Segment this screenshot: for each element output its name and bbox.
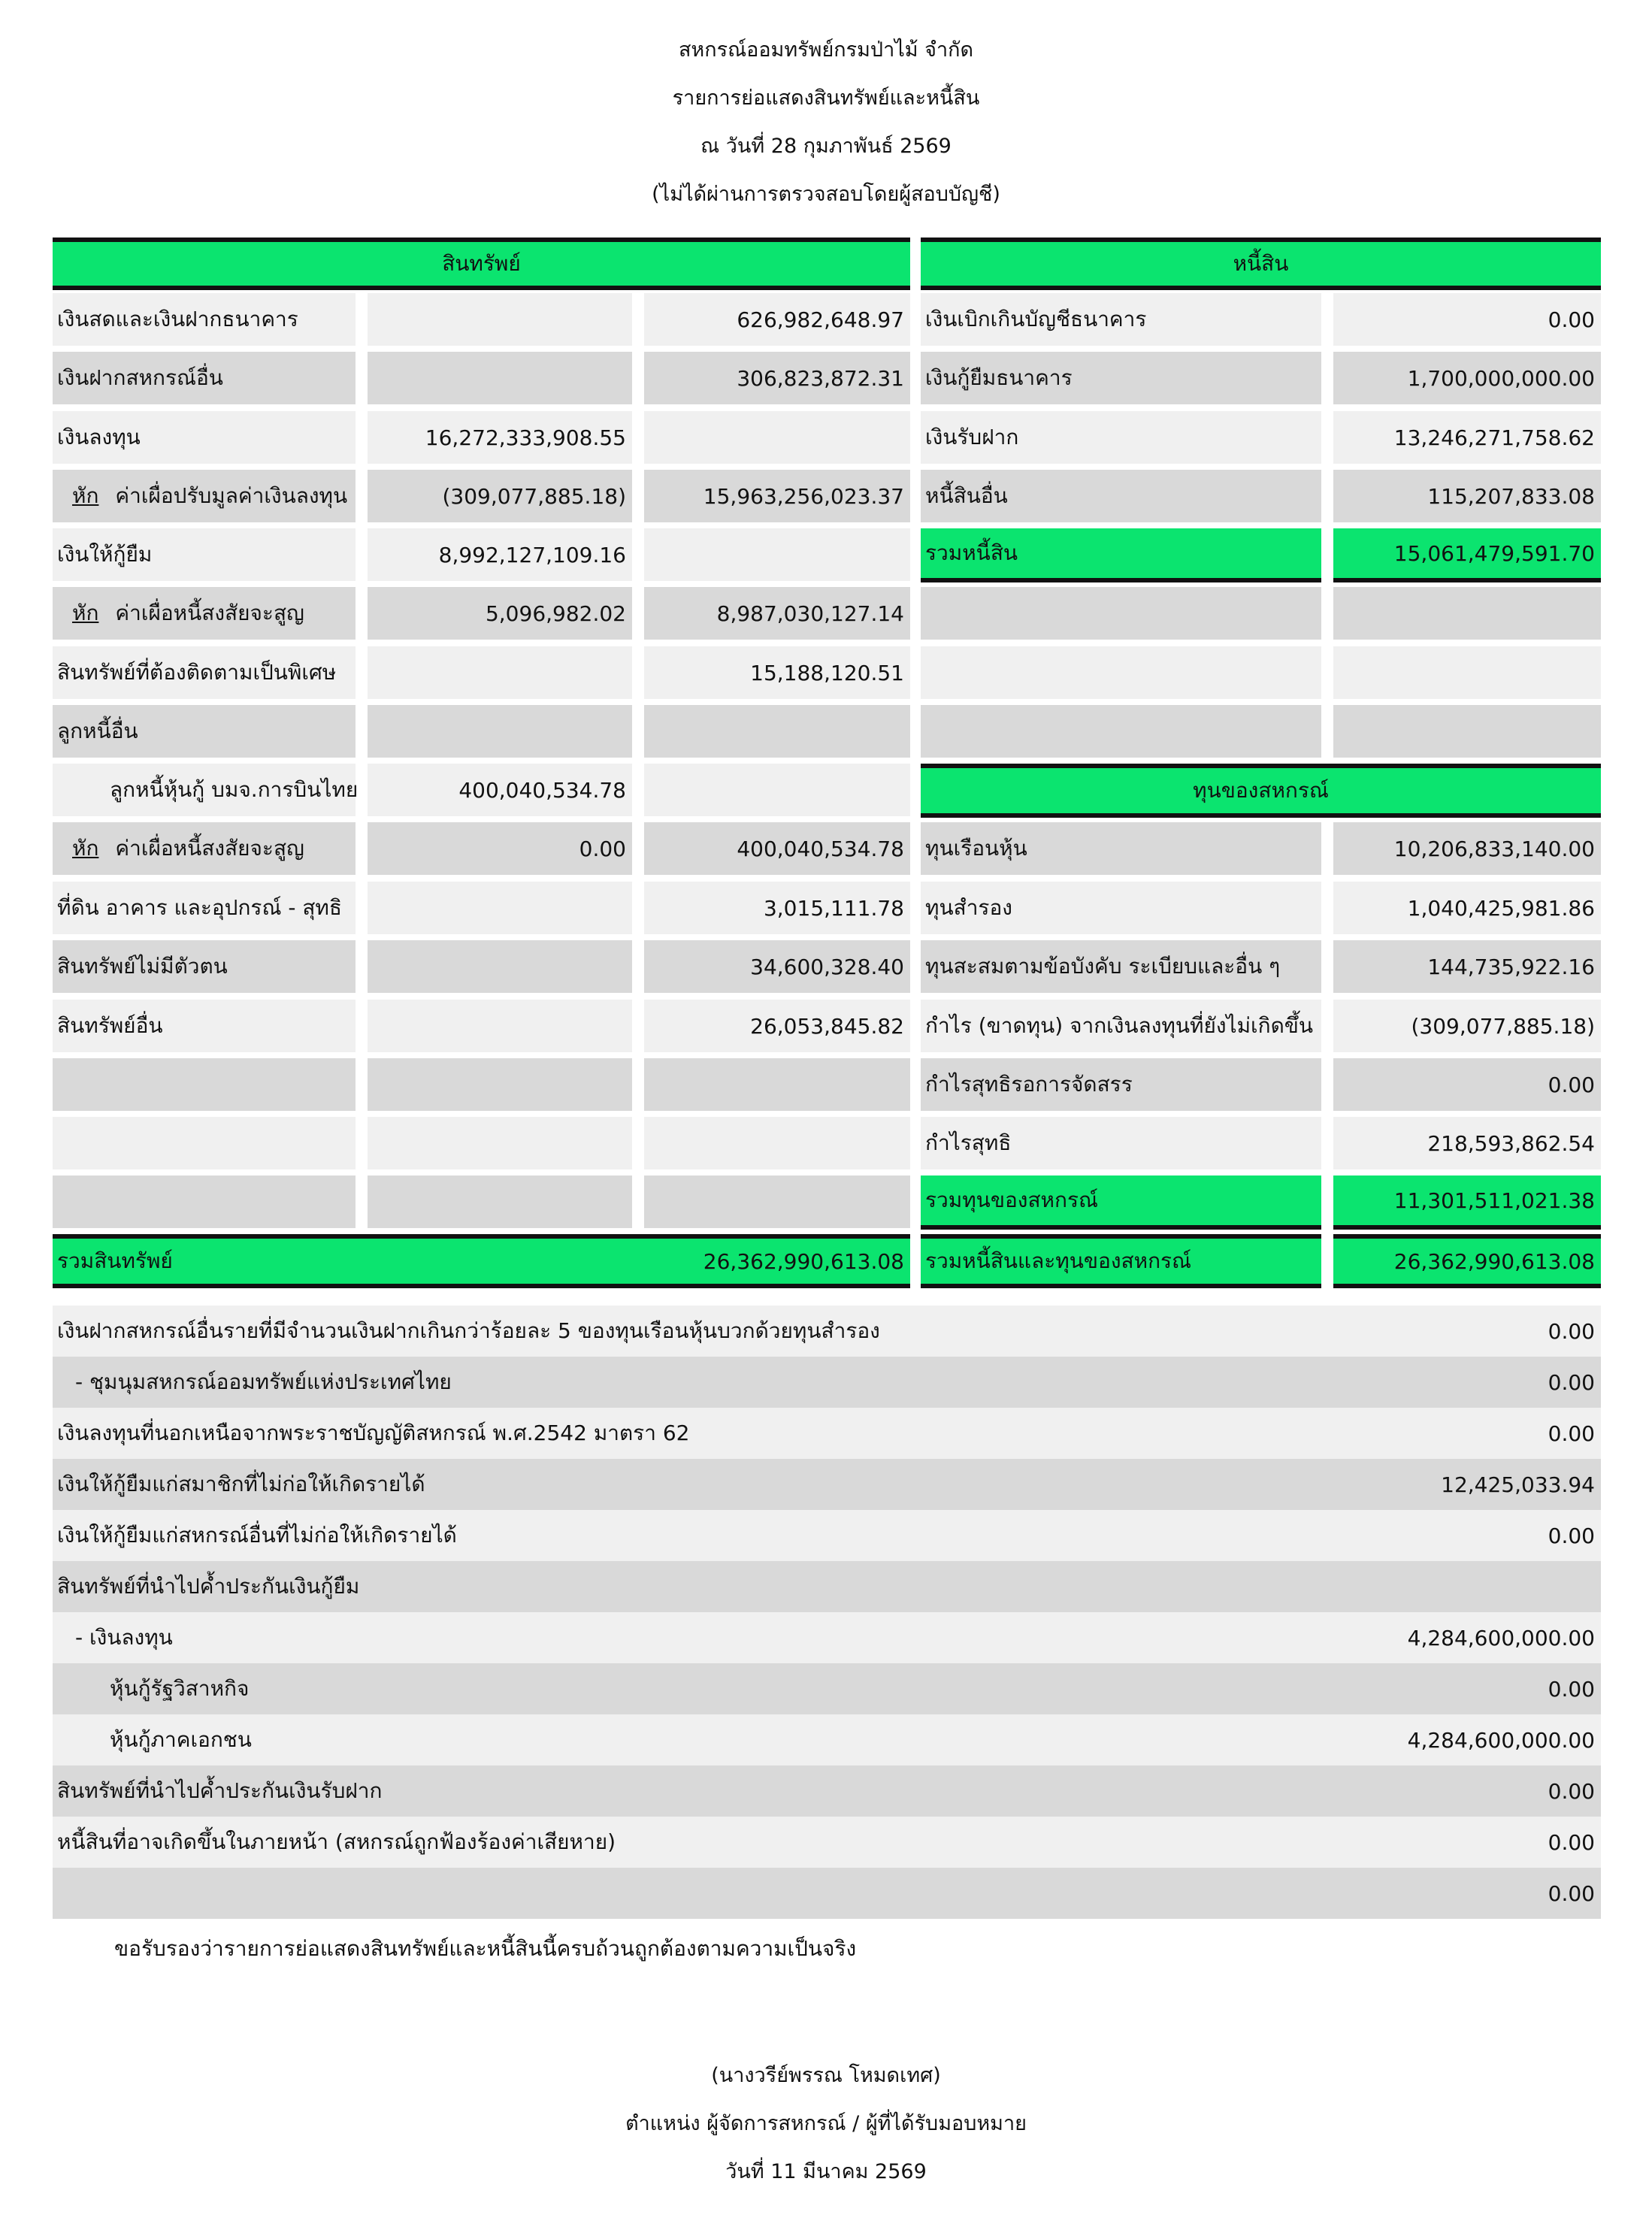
note-row (53, 1408, 1601, 1459)
unrealized-label: กำไร (ขาดทุน) จากเงินลงทุนที่ยังไม่เกิดขึ้น (921, 1000, 1321, 1052)
unallocated-profit-value: 0.00 (1333, 1058, 1601, 1111)
empty-cell (368, 1117, 632, 1169)
note-value: 0.00 (1548, 1676, 1595, 1702)
note-label: - ชุมนุมสหกรณ์ออมทรัพย์แห่งประเทศไทย (75, 1369, 452, 1394)
overdraft-value: 0.00 (1333, 293, 1601, 346)
note-label: สินทรัพย์ที่นำไปค้ำประกันเงินกู้ยืม (57, 1574, 360, 1599)
investment-amount: 16,272,333,908.55 (368, 411, 632, 464)
report-date: ณ วันที่ 28 กุมภาพันธ์ 2569 (700, 135, 952, 158)
other-assets-label: สินทรัพย์อื่น (53, 1000, 356, 1052)
empty-cell (1333, 646, 1601, 699)
note-row (53, 1306, 1601, 1357)
note-label (53, 1868, 1255, 1919)
note-value: 0.00 (1548, 1318, 1595, 1344)
empty-cell (53, 1058, 356, 1111)
inv-allowance-amount: (309,077,885.18) (368, 470, 632, 522)
note-label: หุ้นกู้ภาคเอกชน (110, 1727, 252, 1752)
land-total: 3,015,111.78 (644, 882, 910, 934)
note-label: เงินให้กู้ยืมแก่สมาชิกที่ไม่ก่อให้เกิดรายได้ (57, 1472, 425, 1496)
empty-cell (53, 1117, 356, 1169)
audit-note: (ไม่ได้ผ่านการตรวจสอบโดยผู้สอบบัญชี) (652, 183, 1000, 206)
other-liabilities-value: 115,207,833.08 (1333, 470, 1601, 522)
note-row (53, 1714, 1601, 1765)
empty-cell (921, 705, 1321, 758)
note-value: 0.00 (1548, 1778, 1595, 1804)
note-row (53, 1510, 1601, 1561)
cash-total: 626,982,648.97 (644, 293, 910, 346)
debtors-net: 400,040,534.78 (644, 822, 910, 875)
note-row (53, 1459, 1601, 1510)
note-value: 0.00 (1548, 1421, 1595, 1446)
total-assets-value: 26,362,990,613.08 (703, 1248, 904, 1274)
empty-cell (368, 940, 632, 993)
signatory-position: ตำแหน่ง ผู้จัดการสหกรณ์ / ผู้ที่ได้รับมอบหมาย (625, 2112, 1027, 2135)
share-capital-label: ทุนเรือนหุ้น (921, 822, 1321, 875)
note-row (53, 1663, 1601, 1714)
loan-allowance-label: ค่าเผื่อหนี้สงสัยจะสูญ (115, 601, 304, 625)
note-value: 4,284,600,000.00 (1407, 1727, 1595, 1753)
watch-assets-label: สินทรัพย์ที่ต้องติดตามเป็นพิเศษ (53, 646, 356, 699)
note-label: หุ้นกู้รัฐวิสาหกิจ (110, 1676, 250, 1701)
liabilities-heading: หนี้สิน (921, 238, 1601, 290)
empty-cell (921, 646, 1321, 699)
accumulated-fund-value: 144,735,922.16 (1333, 940, 1601, 993)
empty-cell (368, 352, 632, 404)
empty-cell (644, 528, 910, 581)
unallocated-profit-label: กำไรสุทธิรอการจัดสรร (921, 1058, 1321, 1111)
note-label: สินทรัพย์ที่นำไปค้ำประกันเงินรับฝาก (57, 1778, 383, 1803)
coop-deposit-label: เงินฝากสหกรณ์อื่น (53, 352, 356, 404)
cash-label: เงินสดและเงินฝากธนาคาร (53, 293, 356, 346)
note-row (53, 1765, 1601, 1817)
empty-cell (644, 1117, 910, 1169)
empty-cell (1333, 587, 1601, 640)
loan-allowance-amount: 5,096,982.02 (368, 587, 632, 640)
org-name: สหกรณ์ออมทรัพย์กรมป่าไม้ จำกัด (678, 38, 974, 62)
empty-cell (368, 1058, 632, 1111)
note-value: 4,284,600,000.00 (1407, 1625, 1595, 1651)
note-label: หนี้สินที่อาจเกิดขึ้นในภายหน้า (สหกรณ์ถูกฟ้องร้องค่าเสียหาย) (57, 1829, 616, 1854)
other-debtors-label: ลูกหนี้อื่น (53, 705, 356, 758)
note-label: เงินลงทุนที่นอกเหนือจากพระราชบัญญัติสหกรณ์ พ.ศ.2542 มาตรา 62 (57, 1421, 690, 1445)
empty-cell (644, 764, 910, 816)
assets-heading: สินทรัพย์ (53, 238, 910, 290)
coop-deposit-total: 306,823,872.31 (644, 352, 910, 404)
empty-cell (368, 882, 632, 934)
inv-allowance-row (53, 470, 356, 522)
total-liabilities-label: รวมหนี้สิน (921, 528, 1321, 582)
share-capital-value: 10,206,833,140.00 (1333, 822, 1601, 875)
less-label: หัก (72, 836, 99, 861)
note-value: 12,425,033.94 (1441, 1472, 1595, 1497)
empty-cell (644, 705, 910, 758)
grand-total-label: รวมหนี้สินและทุนของสหกรณ์ (921, 1234, 1321, 1288)
inv-net: 15,963,256,023.37 (644, 470, 910, 522)
deposits-value: 13,246,271,758.62 (1333, 411, 1601, 464)
other-liabilities-label: หนี้สินอื่น (921, 470, 1321, 522)
certification-text: ขอรับรองว่ารายการย่อแสดงสินทรัพย์และหนี้สินนี้ครบถ้วนถูกต้องตามความเป็นจริง (114, 1936, 857, 1961)
bank-loans-label: เงินกู้ยืมธนาคาร (921, 352, 1321, 404)
empty-cell (368, 1175, 632, 1228)
empty-cell (1333, 705, 1601, 758)
empty-cell (53, 1175, 356, 1228)
note-value: 0.00 (1548, 1880, 1595, 1906)
empty-cell (368, 1000, 632, 1052)
loans-label: เงินให้กู้ยืม (53, 528, 356, 581)
total-equity-label: รวมทุนของสหกรณ์ (921, 1175, 1321, 1230)
other-assets-total: 26,053,845.82 (644, 1000, 910, 1052)
overdraft-label: เงินเบิกเกินบัญชีธนาคาร (921, 293, 1321, 346)
equity-heading: ทุนของสหกรณ์ (921, 764, 1601, 818)
signature-date: วันที่ 11 มีนาคม 2569 (725, 2160, 927, 2183)
note-row (53, 1561, 1601, 1612)
bank-loans-value: 1,700,000,000.00 (1333, 352, 1601, 404)
net-profit-label: กำไรสุทธิ (921, 1117, 1321, 1169)
signatory-name: (นางวรีย์พรรณ โหมดเทศ) (711, 2064, 941, 2087)
note-value: 0.00 (1548, 1523, 1595, 1548)
reserve-value: 1,040,425,981.86 (1333, 882, 1601, 934)
thai-airways-amount: 400,040,534.78 (368, 764, 632, 816)
inv-allowance-label: ค่าเผื่อปรับมูลค่าเงินลงทุน (115, 483, 348, 508)
reserve-label: ทุนสำรอง (921, 882, 1321, 934)
note-row (53, 1357, 1601, 1408)
note-row (53, 1817, 1601, 1868)
debtor-allowance-amount: 0.00 (368, 822, 632, 875)
less-label: หัก (72, 483, 99, 508)
note-row (53, 1612, 1601, 1663)
watch-assets-total: 15,188,120.51 (644, 646, 910, 699)
accumulated-fund-label: ทุนสะสมตามข้อบังคับ ระเบียบและอื่น ๆ (921, 940, 1321, 993)
total-equity-value: 11,301,511,021.38 (1333, 1175, 1601, 1230)
report-title: รายการย่อแสดงสินทรัพย์และหนี้สิน (672, 86, 980, 110)
net-profit-value: 218,593,862.54 (1333, 1117, 1601, 1169)
empty-cell (644, 1175, 910, 1228)
note-value: 0.00 (1548, 1829, 1595, 1855)
note-value: 0.00 (1548, 1369, 1595, 1395)
land-label: ที่ดิน อาคาร และอุปกรณ์ - สุทธิ (53, 882, 356, 934)
thai-airways-label: ลูกหนี้หุ้นกู้ บมจ.การบินไทย (53, 764, 356, 816)
deposits-label: เงินรับฝาก (921, 411, 1321, 464)
note-label: - เงินลงทุน (75, 1625, 173, 1650)
note-label: เงินฝากสหกรณ์อื่นรายที่มีจำนวนเงินฝากเกินกว่าร้อยละ 5 ของทุนเรือนหุ้นบวกด้วยทุนสำรอง (57, 1318, 880, 1343)
intangible-label: สินทรัพย์ไม่มีตัวตน (53, 940, 356, 993)
investment-label: เงินลงทุน (53, 411, 356, 464)
debtor-allowance-label: ค่าเผื่อหนี้สงสัยจะสูญ (115, 836, 304, 861)
less-label: หัก (72, 601, 99, 625)
loans-amount: 8,992,127,109.16 (368, 528, 632, 581)
empty-cell (368, 705, 632, 758)
note-value (1285, 1561, 1601, 1612)
debtor-allowance-row (53, 822, 356, 875)
intangible-total: 34,600,328.40 (644, 940, 910, 993)
loan-allowance-row (53, 587, 356, 640)
grand-total-value: 26,362,990,613.08 (1333, 1234, 1601, 1288)
empty-cell (644, 1058, 910, 1111)
total-assets-label: รวมสินทรัพย์ (53, 1234, 910, 1288)
loans-net: 8,987,030,127.14 (644, 587, 910, 640)
note-row (53, 1868, 1601, 1919)
empty-cell (644, 411, 910, 464)
total-liabilities-value: 15,061,479,591.70 (1333, 528, 1601, 582)
note-label: เงินให้กู้ยืมแก่สหกรณ์อื่นที่ไม่ก่อให้เกิดรายได้ (57, 1523, 457, 1548)
unrealized-value: (309,077,885.18) (1333, 1000, 1601, 1052)
empty-cell (368, 293, 632, 346)
empty-cell (921, 587, 1321, 640)
empty-cell (368, 646, 632, 699)
